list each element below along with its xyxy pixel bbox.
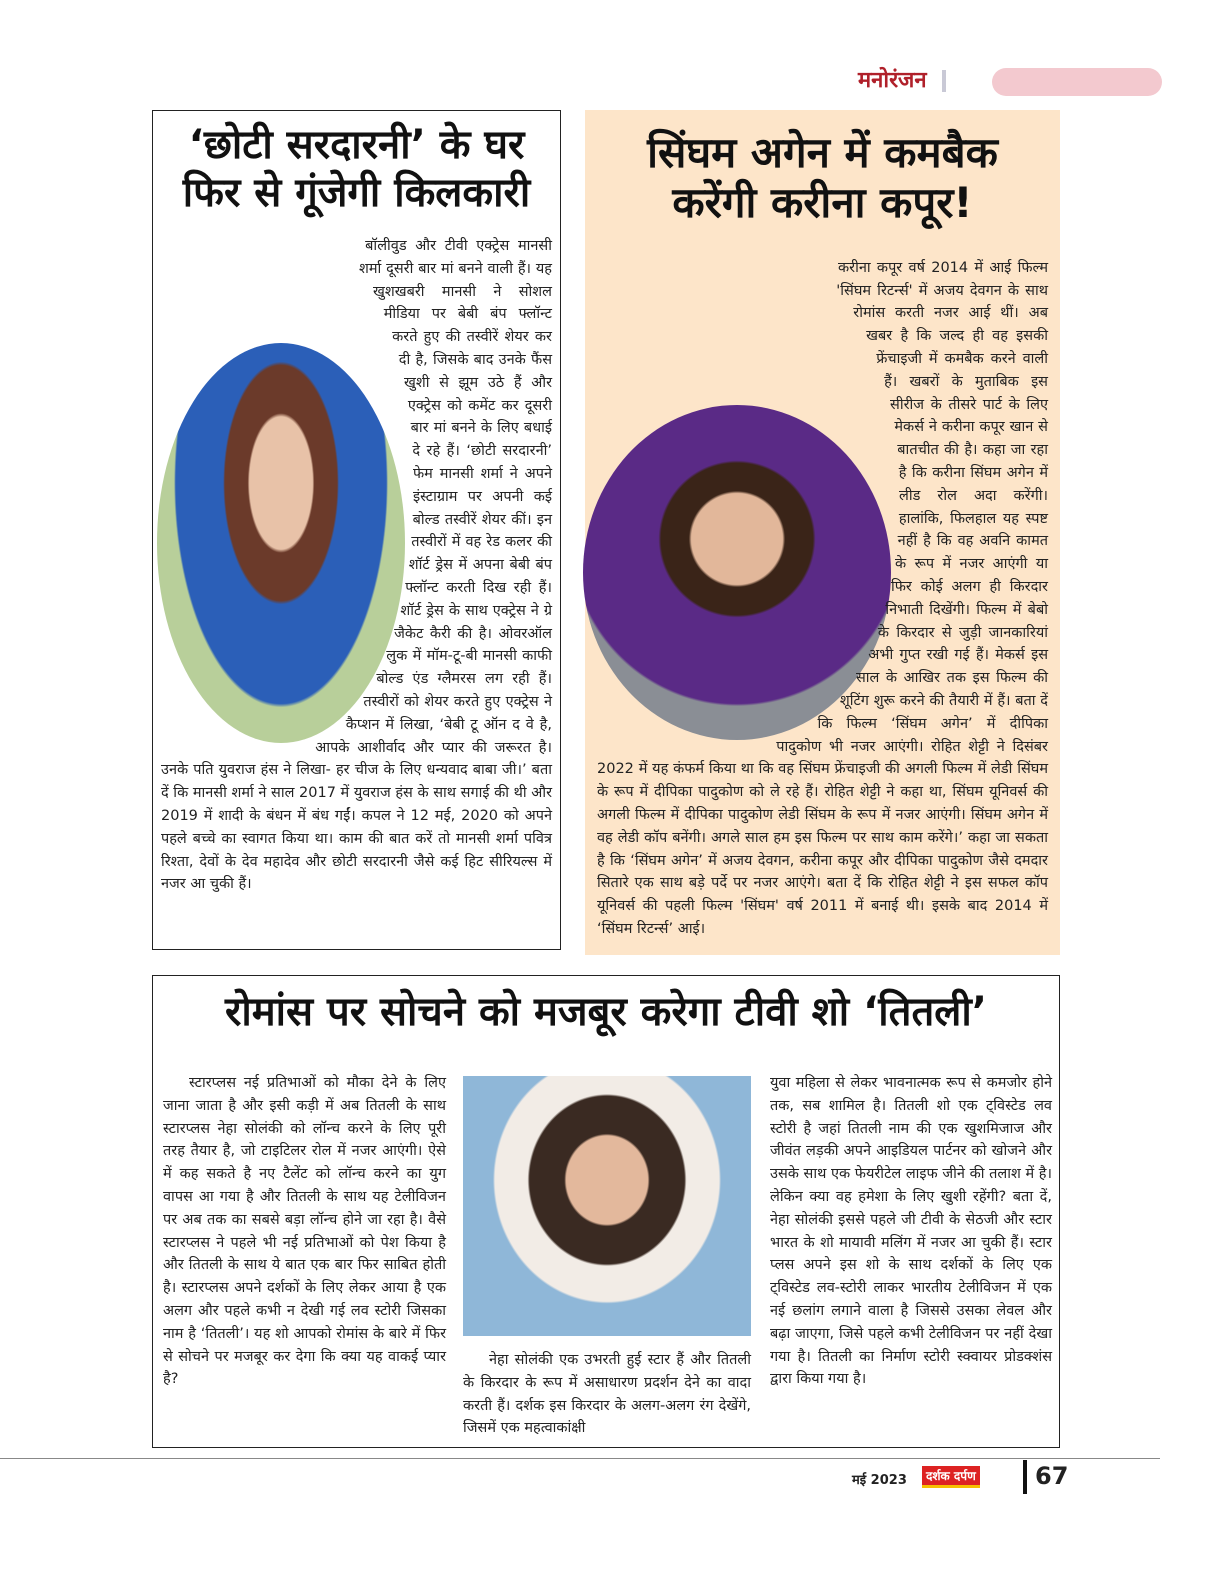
section-label: मनोरंजन [858,68,927,93]
footer-date: मई 2023 [852,1473,907,1488]
actress-photo [157,343,405,743]
article-chhoti-sardarni [152,110,561,950]
header-decoration [992,68,1162,96]
magazine-logo: दर्शक दर्पण [922,1466,980,1488]
title-line: फिर से गूंजेगी किलकारी [182,170,531,216]
photo-caption-text: नेहा सोलंकी एक उभरती हुई स्टार हैं और तितली के किरदार के रूप में असाधारण प्रदर्शन देने का वादा करती हैं। दर्शक इस किरदार के अलग-अलग रंग देखेंगे, जिसमें एक महत्वाकांक्षी [463,1352,751,1437]
footer-rule [0,1458,1160,1459]
article-column-1: स्टारप्लस नई प्रतिभाओं को मौका देने के लिए जाना जाता है और इसी कड़ी में अब तितली के साथ स्टारप्लस नेहा सोलंकी को लॉन्च करने के लिए पूरी तरह तैयार है, जो टाइटिलर रोल में नजर आएंगी। ऐसे में कह सकते है नए टैलेंट को लॉन्च करने का युग वापस आ गया है और तितली के साथ यह टेलीविजन पर अब तक का सबसे बड़ा लॉन्च होने जा रहा है। वैसे स्टारप्लस ने पहले भी नई प्रतिभाओं को पेश किया है और तितली के साथ ये बात एक बार फिर साबित होती है। स्टारप्लस अपने दर्शकों के लिए लेकर आया है एक अलग और पहले कभी न देखी गई लव स्टोरी जिसका नाम है ‘तितली’। यह शो आपको रोमांस के बारे में फिर से सोचने पर मजबूर कर देगा कि क्या यह वाकई प्यार है? [163,1075,446,1388]
neha-solanki-photo [463,1076,751,1336]
footer-divider [1023,1460,1027,1494]
page-number: 67 [1035,1462,1069,1490]
title-line: सिंघम अगेन में कमबैक [647,128,998,177]
title-line: करेंगी करीना कपूर! [672,178,973,228]
article-title [161,121,552,217]
article-column-3: युवा महिला से लेकर भावनात्मक रूप से कमजोर होने तक, सब शामिल है। तितली शो एक ट्विस्टेड लव स्टोरी है जहां तितली नाम की एक खुशमिजाज और जीवंत लड़की अपने आइडियल पार्टनर को खोजने और उसके साथ एक फेयरीटेल लाइफ जीने की तलाश में है। लेकिन क्या वह हमेशा के लिए खुशी रहेंगी? बता दें, नेहा सोलंकी इससे पहले जी टीवी के सेठजी और स्टार भारत के शो मायावी मलिंग में नजर आ चुकी हैं। स्टार प्लस अपने इस शो के साथ दर्शकों के लिए एक ट्विस्टेड लव-स्टोरी लाकर भारतीय टेलीविजन में एक नई छलांग लगाने वाला है जिससे उसका लेवल और बढ़ा जाएगा, जिसे पहले कभी टेलीविजन पर नहीं देखा गया है। तितली का निर्माण स्टोरी स्क्वायर प्रोडक्शंस द्वारा किया गया है। [770,1075,1052,1388]
divider [942,70,946,92]
article-title: रोमांस पर सोचने को मजबूर करेगा टीवी शो ‘तितली’ [225,989,987,1035]
article-singham-again [585,110,1060,955]
article-titli [152,975,1060,1448]
article-body: बॉलीवुड और टीवी एक्ट्रेस मानसी शर्मा दूसरी बार मां बनने वाली हैं। यह खुशखबरी मानसी ने सोशल मीडिया पर बेबी बंप फ्लॉन्ट करते हुए की तस्वीरें शेयर कर दी है, जिसके बाद उनके फैंस खुशी से झूम उठे हैं और एक्ट्रेस को कमेंट कर दूसरी बार मां बनने के लिए बधाई दे रहे हैं। ‘छोटी सरदारनी’ फेम मानसी शर्मा ने अपने इंस्टाग्राम पर अपनी कई बोल्ड तस्वीरें शेयर कीं। इन तस्वीरों में वह रेड कलर की शॉर्ट ड्रेस में अपना बेबी बंप फ्लॉन्ट करती दिख रही हैं। शॉर्ट ड्रेस के साथ एक्ट्रेस ने ग्रे जैकेट कैरी की है। ओवरऑल लुक में मॉम-टू-बी मानसी काफी बोल्ड एंड ग्लैमरस लग रही हैं। तस्वीरों को शेयर करते हुए एक्ट्रेस ने कैप्शन में लिखा, ‘बेबी टू ऑन द वे है, आपके आशीर्वाद और प्यार की जरूरत है। उनके पति युवराज हंस ने लिखा- हर चीज के लिए धन्यवाद बाबा जी।’ बता दें कि मानसी शर्मा ने साल 2017 में युवराज हंस के साथ सगाई की थी और 2019 में शादी के बंधन में बंध गईं। कपल ने 12 मई, 2020 को अपने पहले बच्चे का स्वागत किया था। काम की बात करें तो मानसी शर्मा पवित्र रिश्ता, देवों के देव महादेव और छोटी सरदारनी जैसे कई हिट सीरियल्स में नजर आ चुकी हैं। [161,238,552,893]
article-title [597,128,1048,229]
title-line: ‘छोटी सरदारनी’ के घर [188,122,525,168]
article-body: करीना कपूर वर्ष 2014 में आई फिल्म 'सिंघम रिटर्न्स' में अजय देवगन के साथ रोमांस करती नजर आई थीं। अब खबर है कि जल्द ही वह इसकी फ्रेंचाइजी में कमबैक करने वाली हैं। खबरों के मुताबिक इस सीरीज के तीसरे पार्ट के लिए मेकर्स ने करीना कपूर खान से बातचीत की है। कहा जा रहा है कि करीना सिंघम अगेन में लीड रोल अदा करेंगी। हालांकि, फिलहाल यह स्पष्ट नहीं है कि वह अवनि कामत के रूप में नजर आएंगी या फिर कोई अलग ही किरदार निभाती दिखेंगी। फिल्म में बेबो के किरदार से जुड़ी जानकारियां अभी गुप्त रखी गई हैं। मेकर्स इस साल के आखिर तक इस फिल्म की शूटिंग शुरू करने की तैयारी में हैं। बता दें कि फिल्म ‘सिंघम अगेन’ में दीपिका पादुकोण भी नजर आएंगी। रोहित शेट्टी ने दिसंबर 2022 में यह कंफर्म किया था कि वह सिंघम फ्रेंचाइजी की अगली फिल्म में लेडी सिंघम के रूप में दीपिका पादुकोण को ले रहे हैं। रोहित शेट्टी ने कहा था, सिंघम यूनिवर्स की अगली फिल्म में दीपिका पादुकोण लेडी सिंघम के रूप में नजर आएंगी। सिंघम अगेन में वह लेडी कॉप बनेंगी। अगले साल हम इस फिल्म पर साथ काम करेंगे।’ कहा जा सकता है कि ‘सिंघम अगेन’ में अजय देवगन, करीना कपूर और दीपिका पादुकोण जैसे दमदार सितारे एक साथ बड़े पर्दे पर नजर आएंगे। बता दें कि रोहित शेट्टी ने इस सफल कॉप यूनिवर्स की पहली फिल्म 'सिंघम' वर्ष 2011 में बनाई थी। इसके बाद 2014 में ‘सिंघम रिटर्न्स’ आई। [597,259,1048,937]
